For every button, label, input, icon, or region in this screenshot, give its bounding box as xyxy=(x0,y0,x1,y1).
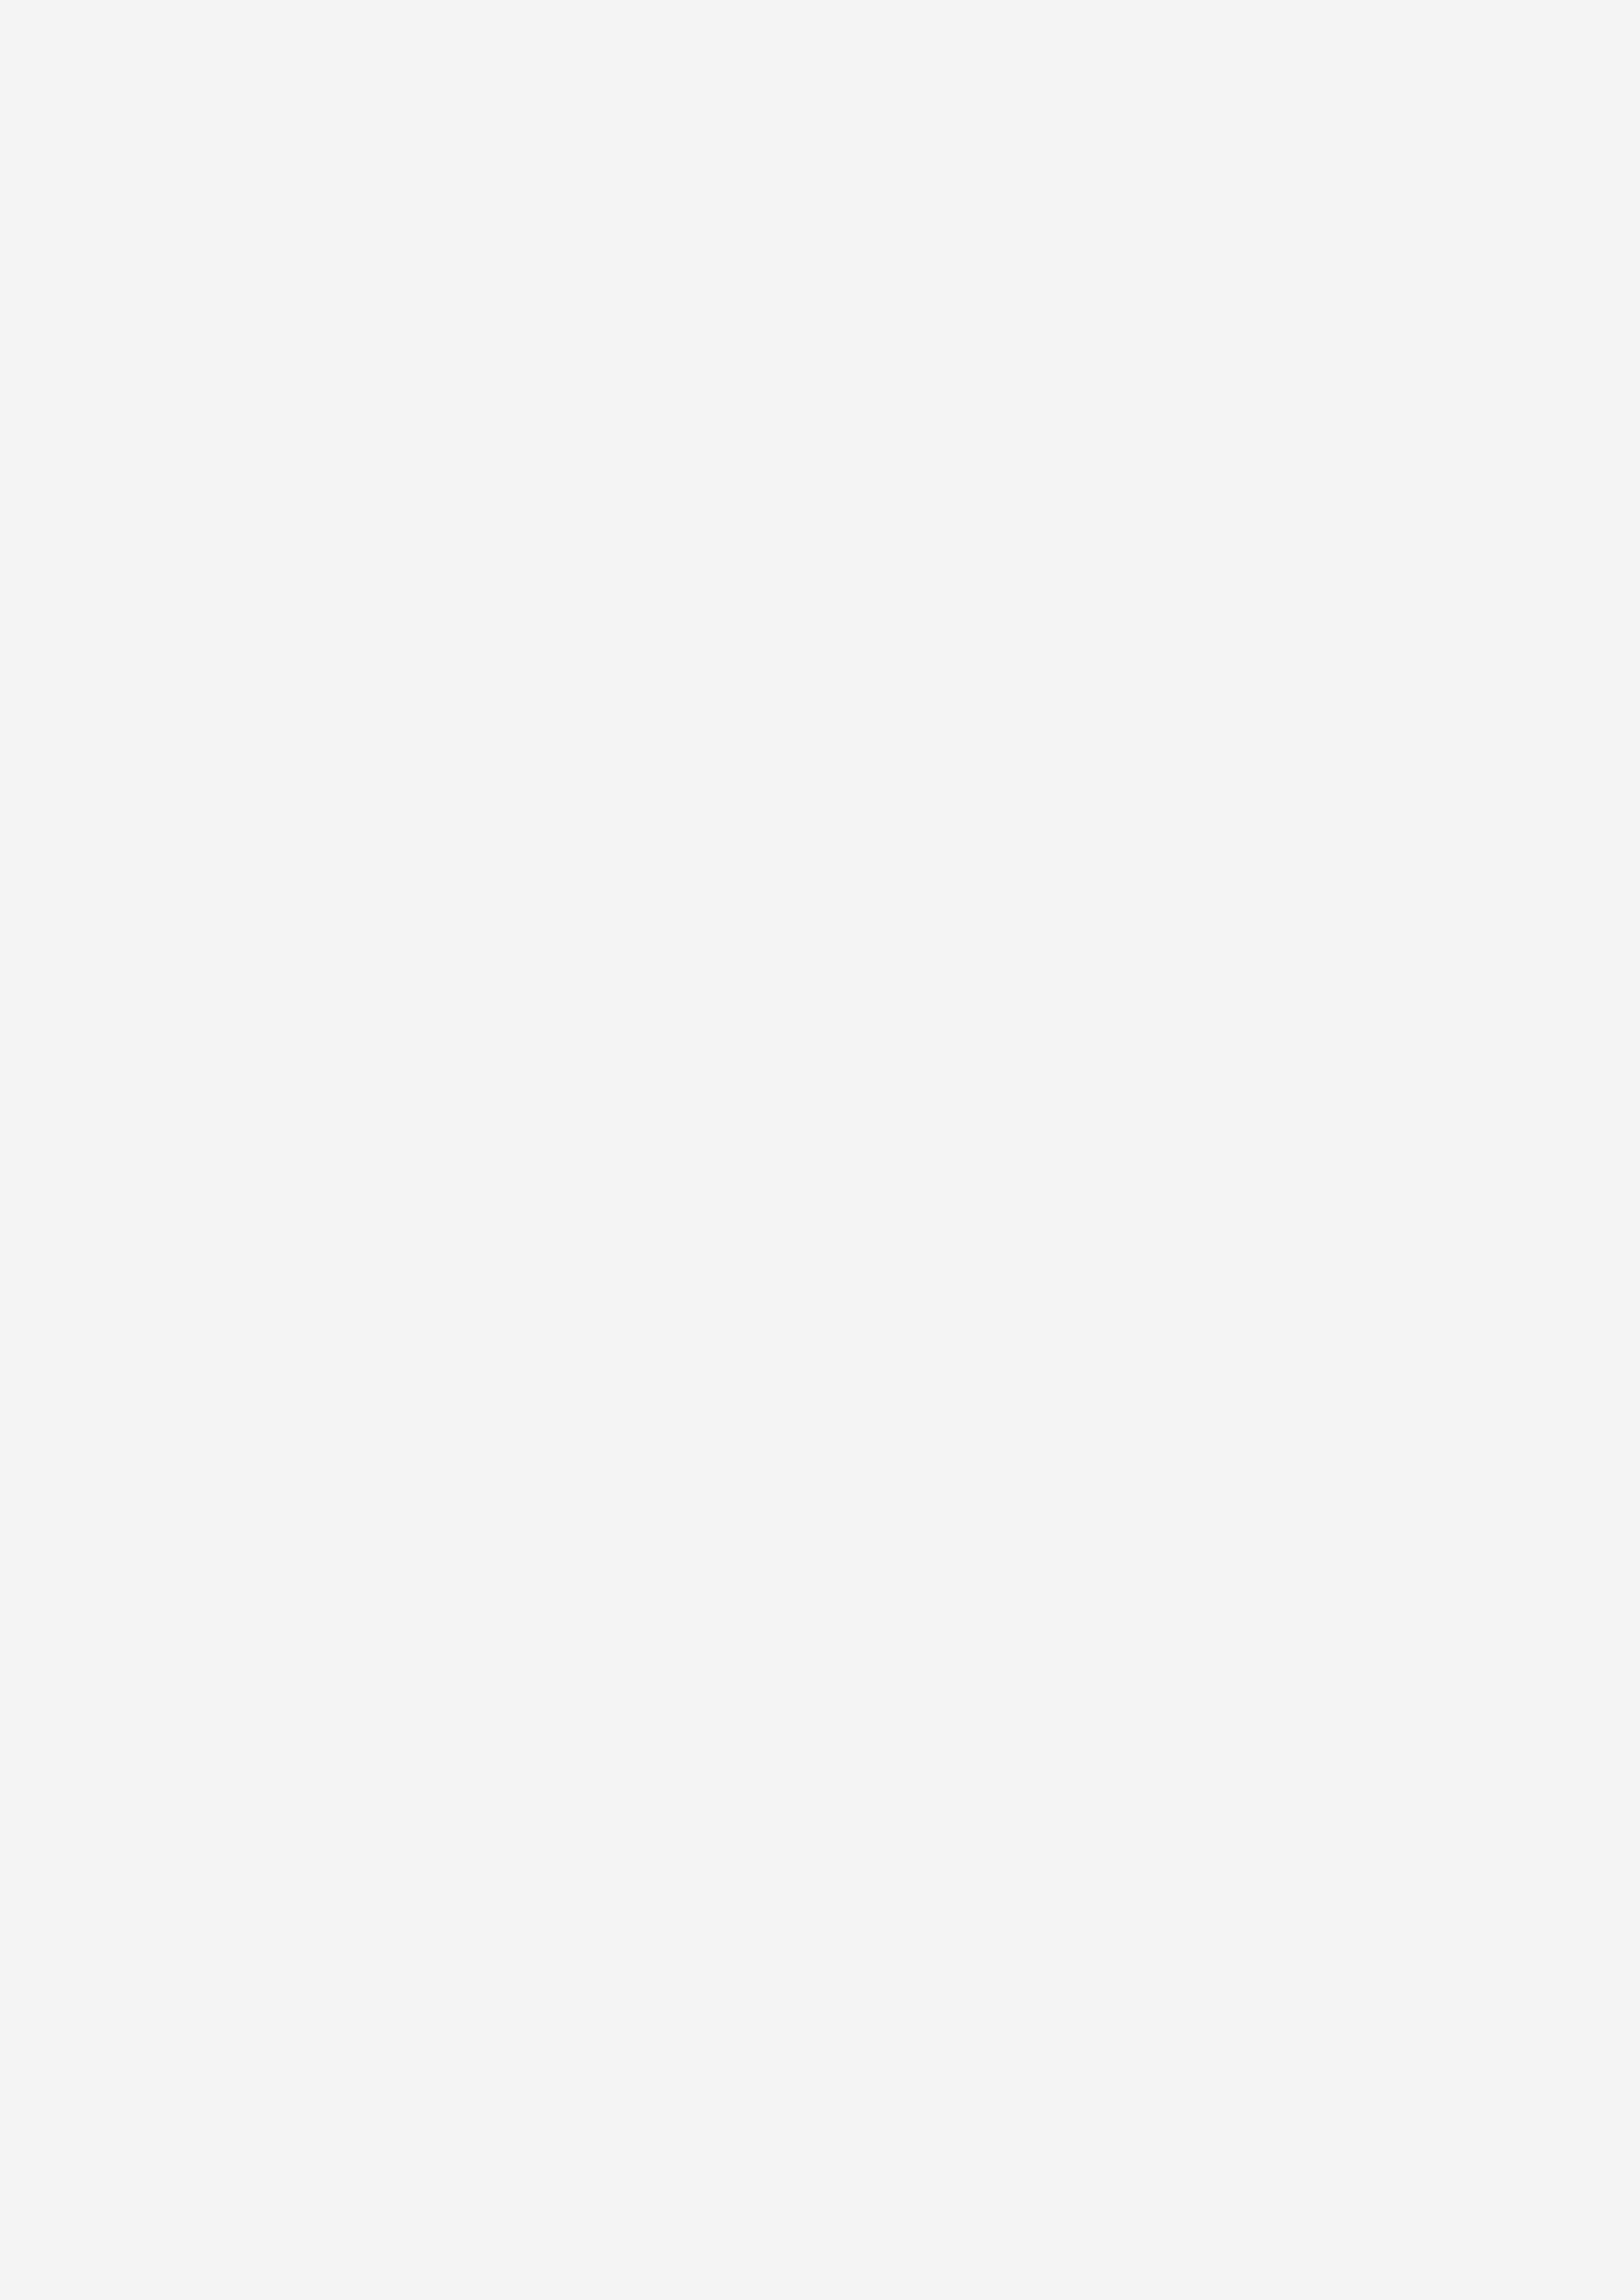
figure-caption xyxy=(183,1873,1440,1939)
